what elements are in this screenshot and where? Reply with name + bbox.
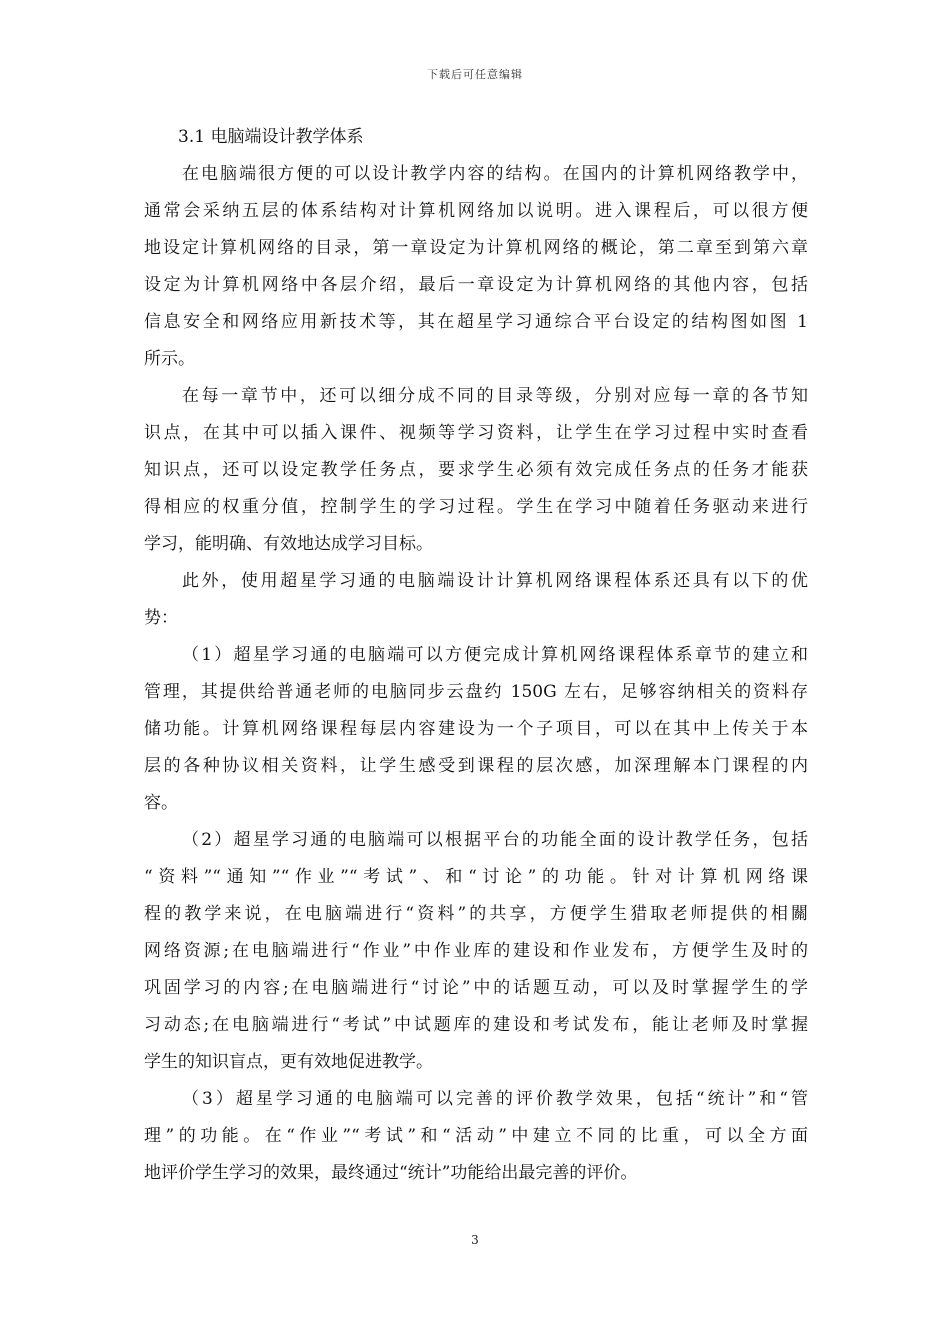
paragraph-line: 习动态;在电脑端进行“考试”中试题库的建设和考试发布，能让老师及时掌握 (144, 1015, 808, 1035)
paragraph-line: 信息安全和网络应用新技术等，其在超星学习通综合平台设定的结构图如图 1 (144, 312, 808, 332)
paragraph-5 (144, 822, 808, 1081)
paragraph-line: 网络资源;在电脑端进行“作业”中作业库的建设和作业发布，方便学生及时的 (144, 941, 808, 961)
paragraph-line: 储功能。计算机网络课程每层内容建设为一个子项目，可以在其中上传关于本 (144, 719, 808, 739)
paragraph-line: 得相应的权重分值，控制学生的学习过程。学生在学习中随着任务驱动来进行 (144, 497, 808, 517)
paragraph-line: 通常会采纳五层的体系结构对计算机网络加以说明。进入课程后，可以很方便 (144, 201, 808, 221)
paragraph-line: 识点，在其中可以插入课件、视频等学习资料，让学生在学习过程中实时查看 (144, 423, 808, 443)
paragraph-line: 在电脑端很方便的可以设计教学内容的结构。在国内的计算机网络教学中， (182, 164, 808, 184)
paragraph-3 (144, 563, 808, 637)
paragraph-line: 地设定计算机网络的目录，第一章设定为计算机网络的概论，第二章至到第六章 (144, 238, 808, 258)
page-number: 3 (471, 1233, 479, 1247)
paragraph-2 (144, 378, 808, 563)
paragraph-line: 设定为计算机网络中各层介绍，最后一章设定为计算机网络的其他内容，包括 (144, 275, 808, 295)
paragraph-line: 容。 (144, 793, 178, 813)
page-header: 下载后可任意编辑 (427, 68, 523, 81)
paragraph-line: 巩固学习的内容;在电脑端进行“讨论”中的话题互动，可以及时掌握学生的学 (144, 978, 808, 998)
section-title: 3.1 电脑端设计教学体系 (178, 127, 364, 147)
paragraph-line: （3）超星学习通的电脑端可以完善的评价教学效果，包括“统计”和“管 (182, 1089, 808, 1109)
paragraph-line: 学生的知识盲点，更有效地促进教学。 (144, 1052, 433, 1072)
paragraph-line: 理”的功能。在“作业”“考试”和“活动”中建立不同的比重，可以全方面 (144, 1126, 808, 1146)
paragraph-line: 管理，其提供给普通老师的电脑同步云盘约 150G 左右，足够容纳相关的资料存 (144, 682, 808, 702)
paragraph-line: 此外，使用超星学习通的电脑端设计计算机网络课程体系还具有以下的优 (182, 571, 808, 591)
paragraph-line: 势： (144, 608, 178, 628)
paragraph-4 (144, 637, 808, 822)
paragraph-line: 所示。 (144, 349, 195, 369)
paragraph-1 (144, 156, 808, 378)
paragraph-line: 层的各种协议相关资料，让学生感受到课程的层次感，加深理解本门课程的内 (144, 756, 808, 776)
paragraph-line: 地评价学生学习的效果，最终通过“统计”功能给出最完善的评价。 (144, 1163, 638, 1183)
paragraph-line: 在每一章节中，还可以细分成不同的目录等级，分别对应每一章的各节知 (182, 386, 808, 406)
paragraph-line: “资料”“通知”“作业”“考试”、和“讨论”的功能。针对计算机网络课 (144, 867, 808, 887)
paragraph-line: （1）超星学习通的电脑端可以方便完成计算机网络课程体系章节的建立和 (182, 645, 808, 665)
paragraph-line: 知识点，还可以设定教学任务点，要求学生必须有效完成任务点的任务才能获 (144, 460, 808, 480)
paragraph-6 (144, 1081, 808, 1192)
paragraph-line: （2）超星学习通的电脑端可以根据平台的功能全面的设计教学任务，包括 (182, 830, 808, 850)
body-text (144, 120, 808, 1192)
paragraph-line: 程的教学来说，在电脑端进行“资料”的共享，方便学生猎取老师提供的相關 (144, 904, 808, 924)
paragraph-line: 学习，能明确、有效地达成学习目标。 (144, 534, 433, 554)
